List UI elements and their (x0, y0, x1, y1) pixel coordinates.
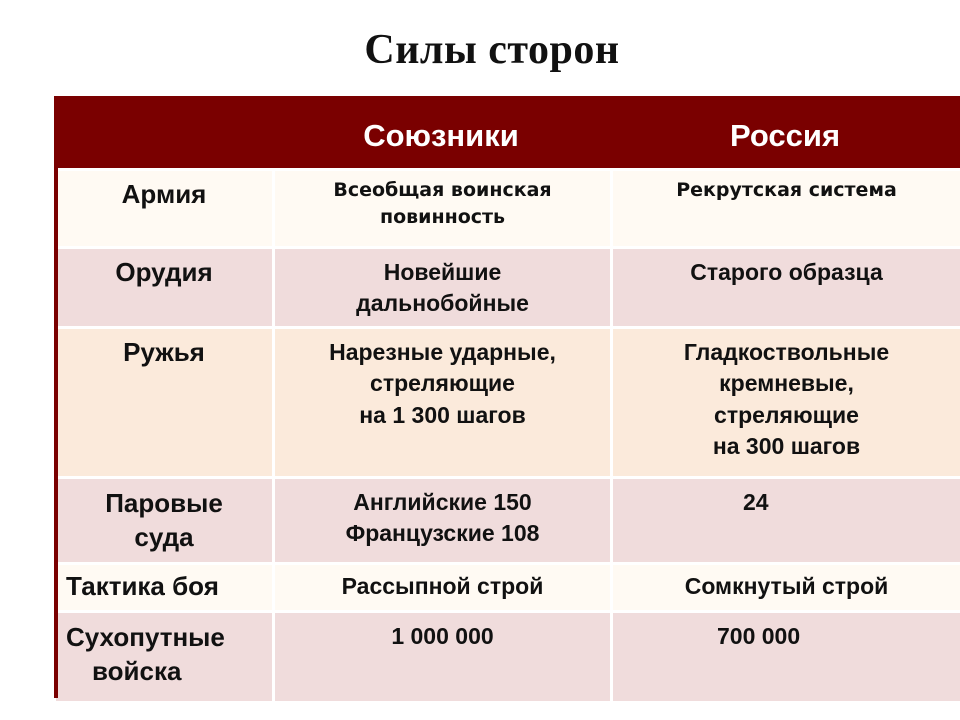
allies-value: Рассыпной строй (272, 565, 610, 613)
comparison-table (56, 96, 960, 698)
table-row-rifles (56, 326, 960, 479)
header-allies: Союзники (363, 118, 519, 153)
russia-value: Гладкоствольные кремневые, стреляющие на 300 шагов (610, 329, 960, 479)
allies-value: 1 000 000 (272, 613, 610, 701)
header-empty-cell (56, 96, 272, 168)
table-left-accent-bar (54, 96, 58, 698)
russia-value: Рекрутская система (610, 171, 960, 249)
table-row-guns (56, 246, 960, 329)
page-title: Силы сторон (364, 27, 620, 73)
russia-value: 24 (610, 479, 960, 565)
russia-value: Сомкнутый строй (610, 565, 960, 613)
row-label: Ружья (123, 337, 205, 367)
allies-value: Всеобщая воинская повинность (272, 171, 610, 249)
allies-value: Новейшие дальнобойные (272, 249, 610, 329)
allies-value: Нарезные ударные, стреляющие на 1 300 шагов (272, 329, 610, 479)
table-row-tactics (56, 562, 960, 613)
allies-value: Английские 150 Французские 108 (272, 479, 610, 565)
table-row-land-forces (56, 610, 960, 701)
row-label: Тактика боя (66, 571, 219, 601)
russia-value: 700 000 (610, 613, 960, 701)
header-russia: Россия (729, 118, 841, 153)
row-label: Паровые суда (105, 488, 223, 552)
table-header-row (56, 96, 960, 168)
russia-value: Старого образца (610, 249, 960, 329)
row-label: Сухопутные войска (66, 622, 225, 686)
row-label: Орудия (115, 257, 213, 287)
table-row-steamships (56, 476, 960, 565)
table-row-army (56, 168, 960, 249)
row-label: Армия (121, 179, 207, 209)
